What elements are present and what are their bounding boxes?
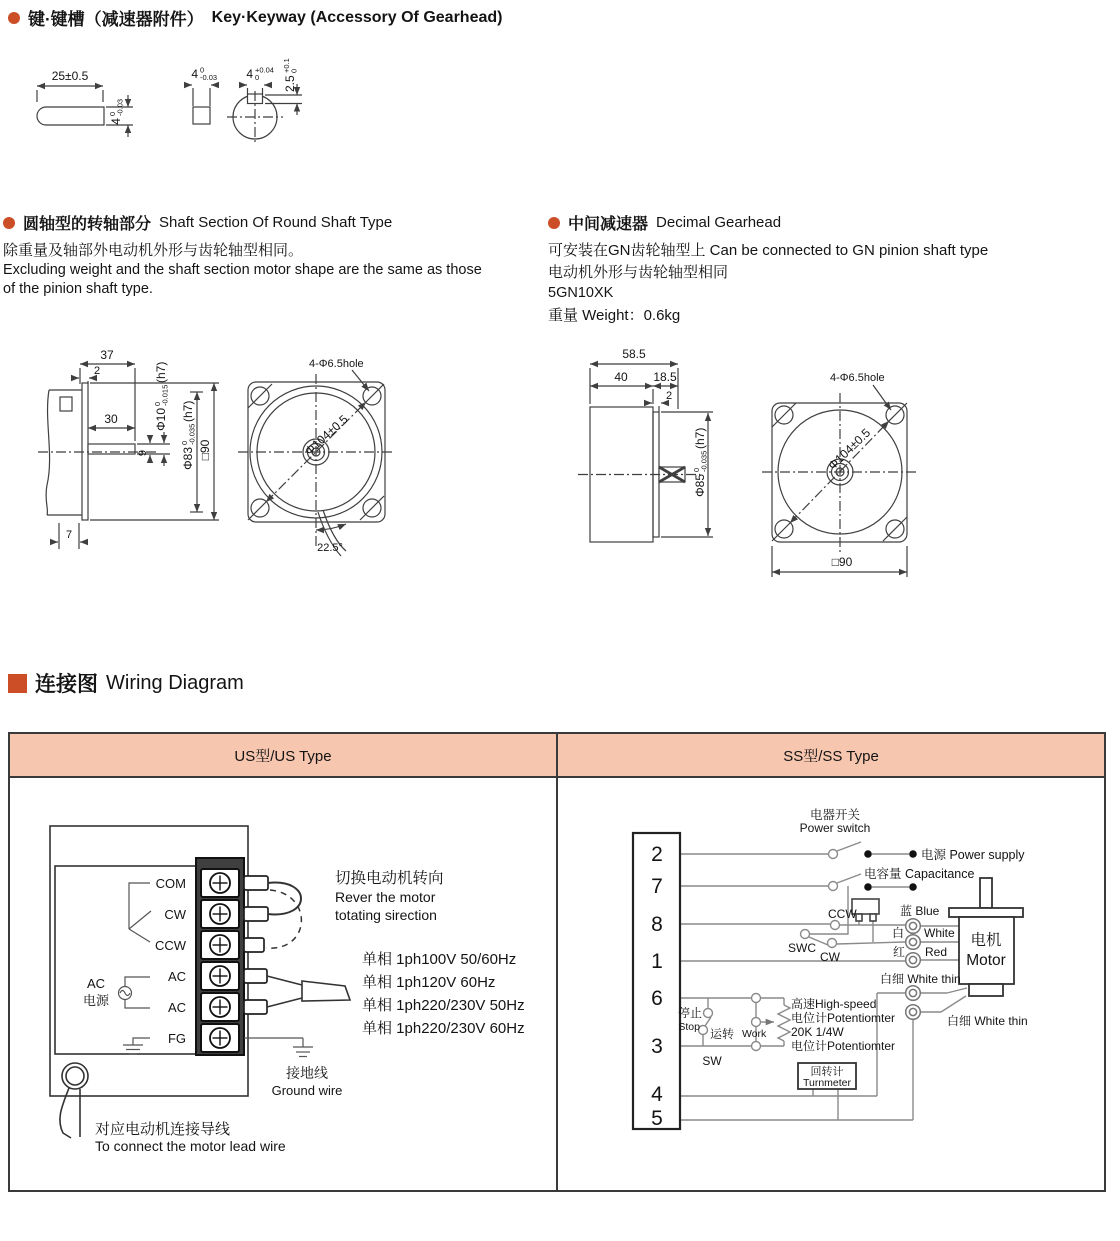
svg-text:+0.04: +0.04 (255, 65, 274, 75)
section-round-shaft (3, 211, 548, 299)
dim-7: 7 (65, 529, 73, 541)
wiring-table-header (10, 734, 1104, 778)
dim-2: 2 (93, 365, 101, 377)
us-lead-wire-exit (60, 1063, 88, 1138)
section-wiring-header (8, 668, 244, 698)
decimal-title-zh: 中间减速器 (568, 216, 649, 233)
capacitance-label: 电容量 Capacitance (864, 867, 975, 881)
decimal-line3: 5GN10XK (548, 285, 614, 301)
work-label-zh: 运转 (710, 1027, 735, 1041)
lead-wire-label-en: To connect the motor lead wire (95, 1138, 286, 1154)
us-wiring-diagram (10, 778, 556, 1190)
reverse-note-en2: totating sirection (335, 907, 437, 923)
motor-label-zh: 电机 (970, 932, 1002, 949)
svg-text:4: 4 (651, 1083, 663, 1106)
gearhead-front-view (762, 385, 918, 577)
dim-gh-square: □90 (831, 555, 853, 569)
svg-text:AC: AC (167, 969, 186, 984)
us-internal-wires (119, 883, 152, 1054)
svg-text:CCW: CCW (154, 938, 186, 953)
round-shaft-body-zh: 除重量及轴部外电动机外形与齿轮轴型相同。 (3, 242, 304, 259)
sw-label: SW (702, 1054, 722, 1068)
bullet-icon (8, 12, 20, 24)
svg-text:2.5: 2.5 (283, 75, 297, 92)
pot-label-4: 电位计Potentiomter (791, 1039, 896, 1053)
svg-text:0: 0 (153, 401, 162, 406)
motor-label-en: Motor (966, 952, 1006, 969)
dim-gh-pilot-dia (692, 428, 709, 497)
ss-type-header: SS型/SS Type (556, 734, 1104, 776)
pot-label-1: 高速High-speed (791, 997, 877, 1011)
dim-37: 37 (100, 348, 114, 362)
white-thin-label-1: 白细 White thin (880, 972, 961, 986)
svg-text:1: 1 (651, 950, 663, 973)
dim-holes: 4-Φ6.5hole (309, 358, 364, 370)
stop-label-zh: 停止 (677, 1006, 702, 1020)
svg-text:0: 0 (108, 111, 117, 116)
dim-9: 9 (137, 449, 149, 457)
ss-terminal-block (633, 833, 680, 1130)
us-power-cable (267, 976, 350, 1007)
svg-text:6: 6 (651, 987, 663, 1010)
key-section-view (184, 85, 219, 124)
svg-text:-0.03: -0.03 (200, 73, 218, 82)
decimal-title-en: Decimal Gearhead (656, 214, 782, 231)
svg-text:4: 4 (109, 118, 123, 125)
key-title-zh: 键·键槽（减速器附件） (28, 10, 204, 29)
red-label-zh: 红 (892, 945, 905, 959)
svg-text:Turnmeter: Turnmeter (802, 1077, 852, 1089)
dim-square-90: □90 (198, 439, 212, 461)
svg-text:0: 0 (180, 440, 189, 445)
white-label-en: White (924, 926, 955, 940)
dim-shaft-dia (153, 362, 170, 431)
ss-turnmeter (798, 1063, 856, 1089)
dim-bolt-circle: Φ104±0.5 (301, 412, 351, 458)
ac-source-label-1: AC (86, 976, 106, 991)
svg-text:(h7): (h7) (693, 427, 707, 449)
dim-40: 40 (614, 370, 628, 384)
round-shaft-header (3, 211, 548, 234)
svg-text:-0.035: -0.035 (699, 450, 709, 472)
round-shaft-title-en: Shaft Section Of Round Shaft Type (159, 214, 393, 231)
svg-text:3: 3 (651, 1035, 663, 1058)
us-terminal-strip (196, 858, 244, 1055)
wiring-title-zh: 连接图 (35, 673, 98, 696)
svg-text:(h7): (h7) (181, 400, 195, 422)
round-shaft-title-zh: 圆轴型的转轴部分 (23, 216, 152, 233)
svg-text:AC: AC (167, 1000, 186, 1015)
shaft-keyway-view (227, 84, 302, 145)
us-ground-wire (244, 1038, 313, 1057)
ss-lead-connectors (906, 919, 921, 1020)
svg-text:单相 1ph100V 50/60Hz: 单相 1ph100V 50/60Hz (362, 951, 517, 968)
work-label-en: Work (742, 1028, 767, 1040)
gearhead-side-view (578, 364, 713, 542)
svg-text:0: 0 (289, 68, 299, 73)
dim-key-width (191, 66, 217, 83)
us-jumper-wire (266, 883, 301, 949)
decimal-line2: 电动机外形与齿轮轴型相同 (548, 263, 729, 281)
ss-wiring-diagram (558, 778, 1104, 1190)
round-shaft-body-en1: Excluding weight and the shaft section motor shape are the same as those (3, 262, 482, 278)
power-switch-label-zh: 电器开关 (809, 808, 861, 822)
power-switch-label-en: Power switch (799, 821, 871, 835)
svg-text:Φ10: Φ10 (154, 408, 168, 431)
svg-text:单相 1ph120V 60Hz: 单相 1ph120V 60Hz (362, 974, 496, 991)
svg-text:(h7): (h7) (154, 361, 168, 383)
dim-keyway-depth (282, 58, 299, 92)
dim-key-length: 25±0.5 (51, 69, 89, 83)
blue-label: 蓝 Blue (900, 904, 940, 918)
decimal-line4: 重量 Weight：0.6kg (548, 306, 681, 324)
pot-label-3: 20K 1/4W (791, 1025, 844, 1039)
dim-key-height (108, 99, 125, 125)
key-title-en: Key·Keyway (Accessory Of Gearhead) (211, 8, 503, 26)
dim-58-5: 58.5 (622, 347, 646, 361)
dim-2b: 2 (665, 390, 673, 402)
us-type-header: US型/US Type (234, 747, 332, 765)
us-diagram-cell (10, 778, 556, 1190)
ac-source-label-2: 电源 (82, 993, 110, 1008)
svg-text:4: 4 (246, 67, 253, 81)
svg-text:0: 0 (692, 467, 701, 472)
section-decimal-gearhead (548, 211, 1108, 326)
white-thin-label-2: 白细 White thin (947, 1014, 1028, 1028)
svg-text:Φ85: Φ85 (693, 474, 707, 497)
svg-text:+0.1: +0.1 (282, 58, 291, 73)
reverse-note-en1: Rever the motor (335, 889, 436, 905)
svg-text:Φ83: Φ83 (181, 447, 195, 470)
svg-text:0: 0 (200, 65, 205, 75)
ground-label-en: Ground wire (271, 1083, 343, 1098)
section-key-header (8, 5, 502, 30)
round-shaft-front-view (238, 370, 394, 556)
svg-text:5: 5 (651, 1107, 663, 1130)
svg-text:COM: COM (155, 876, 186, 891)
dim-keyway-width (246, 66, 274, 83)
round-shaft-body-en2: of the pinion shaft type. (3, 281, 153, 297)
round-shaft-drawings (20, 340, 450, 610)
svg-text:8: 8 (651, 913, 663, 936)
dim-30: 30 (104, 412, 118, 426)
svg-text:单相 1ph220/230V 50Hz: 单相 1ph220/230V 50Hz (362, 997, 525, 1014)
bullet-icon (3, 217, 15, 229)
ccw-label: CCW (828, 907, 857, 921)
white-label-zh: 白 (891, 926, 904, 940)
dim-angle: 22.5° (317, 542, 343, 554)
pot-label-2: 电位计Potentiomter (791, 1011, 896, 1025)
wiring-table (8, 732, 1106, 1192)
reverse-note-zh: 切换电动机转向 (335, 870, 444, 887)
dim-gh-holes: 4-Φ6.5hole (830, 372, 885, 384)
wiring-table-body (10, 778, 1104, 1190)
decimal-gearhead-header (548, 211, 1108, 234)
svg-text:-0.03: -0.03 (115, 98, 125, 116)
svg-text:2: 2 (651, 843, 663, 866)
svg-text:单相 1ph220/230V 60Hz: 单相 1ph220/230V 60Hz (362, 1020, 525, 1037)
gearhead-drawings (560, 340, 980, 610)
phase-list (362, 951, 525, 1037)
lead-wire-label-zh: 对应电动机连接导线 (95, 1121, 231, 1138)
ss-diagram-cell (556, 778, 1104, 1190)
stop-label-en: Stop (678, 1021, 700, 1033)
square-bullet-icon (8, 674, 27, 693)
svg-text:4: 4 (191, 67, 198, 81)
us-terminal-labels (155, 876, 187, 1046)
dim-gh-bolt-circle: Φ104±0.5 (825, 425, 874, 473)
svg-text:0: 0 (255, 73, 260, 82)
power-supply-label: 电源 Power supply (921, 848, 1025, 862)
svg-text:7: 7 (651, 875, 663, 898)
svg-text:-0.035: -0.035 (187, 423, 197, 445)
svg-text:CW: CW (164, 907, 186, 922)
wiring-title-en: Wiring Diagram (106, 671, 244, 694)
swc-label: SWC (788, 941, 816, 955)
dim-pilot-dia (180, 401, 197, 470)
red-label-en: Red (925, 945, 948, 959)
ground-label-zh: 接地线 (286, 1065, 328, 1081)
cw-label: CW (820, 950, 840, 964)
dim-18-5: 18.5 (653, 370, 677, 384)
svg-text:FG: FG (167, 1031, 186, 1046)
decimal-line1: 可安装在GN齿轮轴型上 Can be connected to GN pinion shaft type (548, 242, 989, 259)
key-drawings (0, 50, 560, 180)
svg-text:回转计: 回转计 (810, 1066, 844, 1078)
svg-text:-0.015: -0.015 (160, 384, 170, 406)
bullet-icon (548, 217, 560, 229)
